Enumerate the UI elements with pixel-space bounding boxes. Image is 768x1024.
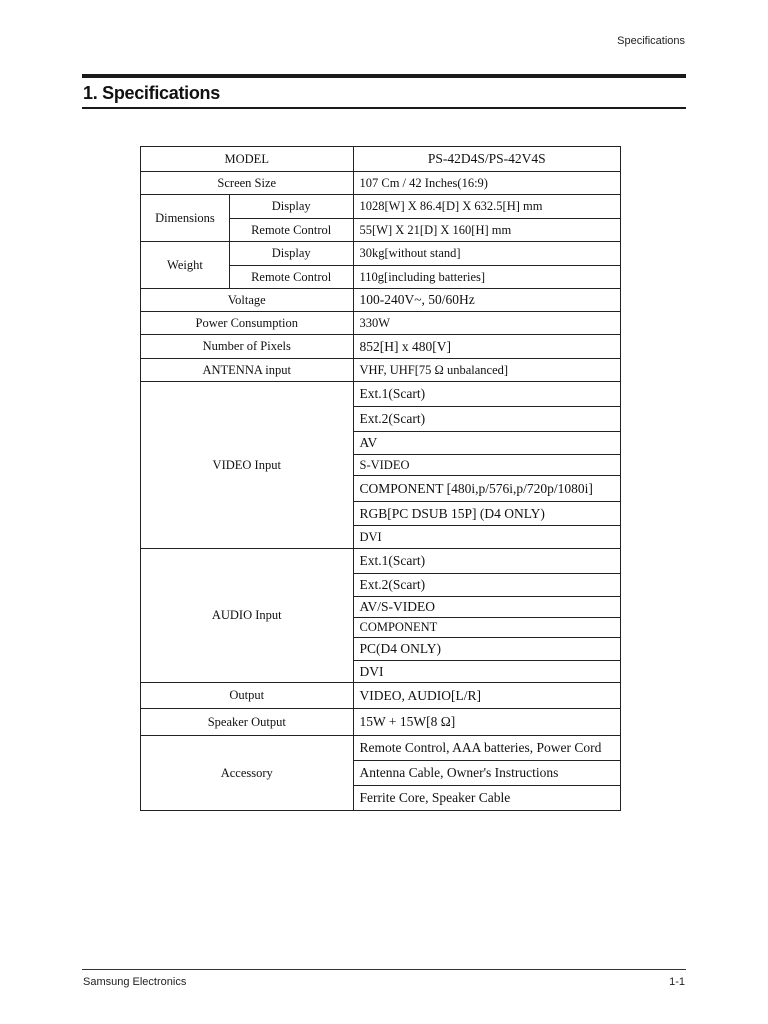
accessory-value: Remote Control, AAA batteries, Power Cord <box>353 736 621 761</box>
dimensions-remote-label: Remote Control <box>229 219 353 242</box>
antenna-input-value: VHF, UHF[75 Ω unbalanced] <box>353 359 621 382</box>
audio-input-label: AUDIO Input <box>141 549 354 683</box>
table-row <box>141 172 621 195</box>
dimensions-display-value: 1028[W] X 86.4[D] X 632.5[H] mm <box>353 195 621 219</box>
screen-size-label: Screen Size <box>141 172 354 195</box>
weight-remote-label: Remote Control <box>229 266 353 289</box>
voltage-value: 100-240V~, 50/60Hz <box>353 289 621 312</box>
pixels-value: 852[H] x 480[V] <box>353 335 621 359</box>
video-input-value: Ext.1(Scart) <box>353 382 621 407</box>
accessory-value: Antenna Cable, Owner's Instructions <box>353 761 621 786</box>
dimensions-display-label: Display <box>229 195 353 219</box>
pixels-label: Number of Pixels <box>141 335 354 359</box>
accessory-label: Accessory <box>141 736 354 811</box>
voltage-label: Voltage <box>141 289 354 312</box>
table-row <box>141 195 621 219</box>
video-input-value: S-VIDEO <box>353 455 621 476</box>
table-row <box>141 147 621 172</box>
table-row <box>141 549 621 574</box>
output-value: VIDEO, AUDIO[L/R] <box>353 683 621 709</box>
video-input-value: Ext.2(Scart) <box>353 407 621 432</box>
weight-label: Weight <box>141 242 230 289</box>
weight-remote-value: 110g[including batteries] <box>353 266 621 289</box>
header-section-label: Specifications <box>617 35 685 47</box>
page-title: 1. Specifications <box>83 83 220 103</box>
footer-company: Samsung Electronics <box>83 976 187 988</box>
table-row <box>141 335 621 359</box>
dimensions-remote-value: 55[W] X 21[D] X 160[H] mm <box>353 219 621 242</box>
video-input-value: DVI <box>353 526 621 549</box>
speaker-output-value: 15W + 15W[8 Ω] <box>353 709 621 736</box>
page-number: 1-1 <box>669 976 685 988</box>
antenna-input-label: ANTENNA input <box>141 359 354 382</box>
table-row <box>141 709 621 736</box>
model-label: MODEL <box>141 147 354 172</box>
table-row <box>141 683 621 709</box>
weight-display-label: Display <box>229 242 353 266</box>
table-row <box>141 312 621 335</box>
audio-input-value: COMPONENT <box>353 618 621 638</box>
title-rule-bottom <box>82 107 686 109</box>
footer-rule <box>82 969 686 970</box>
power-consumption-label: Power Consumption <box>141 312 354 335</box>
model-value: PS-42D4S/PS-42V4S <box>353 147 621 172</box>
video-input-value: RGB[PC DSUB 15P] (D4 ONLY) <box>353 502 621 526</box>
specifications-table <box>140 146 621 811</box>
video-input-label: VIDEO Input <box>141 382 354 549</box>
table-row <box>141 382 621 407</box>
table-row <box>141 736 621 761</box>
power-consumption-value: 330W <box>353 312 621 335</box>
table-row <box>141 242 621 266</box>
title-rule-top <box>82 74 686 78</box>
output-label: Output <box>141 683 354 709</box>
weight-display-value: 30kg[without stand] <box>353 242 621 266</box>
accessory-value: Ferrite Core, Speaker Cable <box>353 786 621 811</box>
audio-input-value: AV/S-VIDEO <box>353 597 621 618</box>
audio-input-value: PC(D4 ONLY) <box>353 638 621 661</box>
speaker-output-label: Speaker Output <box>141 709 354 736</box>
audio-input-value: DVI <box>353 661 621 683</box>
screen-size-value: 107 Cm / 42 Inches(16:9) <box>353 172 621 195</box>
video-input-value: COMPONENT [480i,p/576i,p/720p/1080i] <box>353 476 621 502</box>
table-row <box>141 289 621 312</box>
table-row <box>141 359 621 382</box>
dimensions-label: Dimensions <box>141 195 230 242</box>
audio-input-value: Ext.2(Scart) <box>353 574 621 597</box>
video-input-value: AV <box>353 432 621 455</box>
audio-input-value: Ext.1(Scart) <box>353 549 621 574</box>
